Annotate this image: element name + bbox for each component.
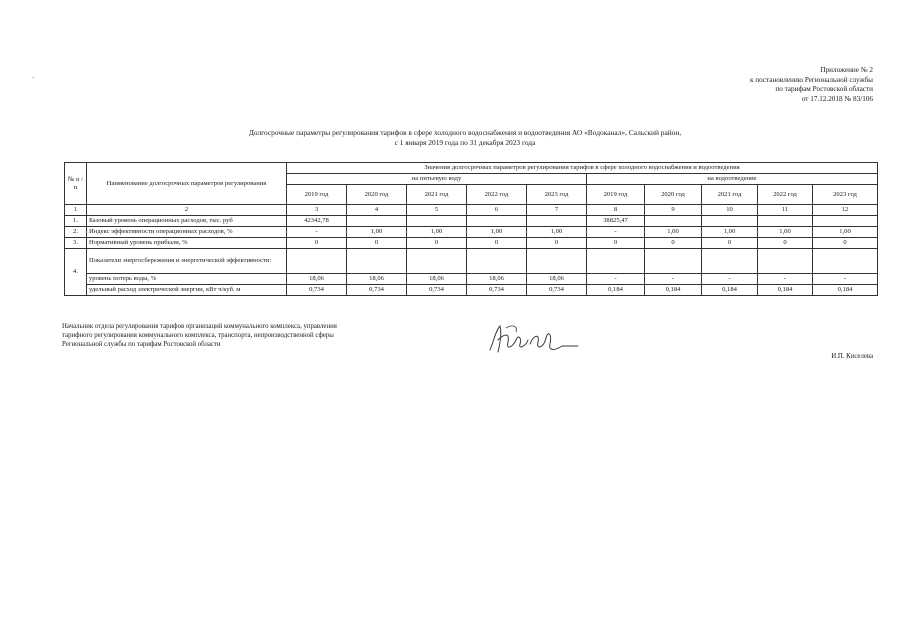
table-cell: 0 (758, 238, 813, 249)
column-index: 2 (87, 205, 287, 216)
appendix-line: от 17.12.2018 № 83/106 (801, 94, 873, 103)
table-cell: 0 (702, 238, 758, 249)
header-values-group: Значения долгосрочных параметров регулирования тарифов в сфере холодного водоснабжения и водоотведения (287, 163, 878, 174)
table-cell: - (587, 274, 645, 285)
table-cell (813, 249, 878, 274)
table-cell (587, 249, 645, 274)
signer-name: И.П. Киселева (831, 353, 873, 360)
title-line-1: Долгосрочные параметры регулирования тарифов в сфере холодного водоснабжения и водоотведения АО «Водоканал», Сальский район, (248, 128, 682, 137)
table-cell: 0 (407, 238, 467, 249)
column-index: 10 (702, 205, 758, 216)
table-cell: 18,06 (467, 274, 527, 285)
parameters-table (64, 162, 878, 296)
table-cell: - (813, 274, 878, 285)
appendix-reference (613, 66, 873, 104)
table-cell: 0 (587, 238, 645, 249)
header-year: 2021 год (702, 185, 758, 205)
margin-mark: - (32, 75, 34, 81)
table-cell: 42342,78 (287, 216, 347, 227)
table-cell: 0,734 (287, 285, 347, 296)
table-row (65, 227, 878, 238)
row-name: удельный расход электрической энергии, кВт ч/куб. м (87, 285, 287, 296)
table-cell: 38825,47 (587, 216, 645, 227)
row-number: 4. (65, 249, 87, 296)
document-title (150, 128, 780, 147)
table-row (65, 285, 878, 296)
table-row (65, 249, 878, 274)
header-year: 2019 год (287, 185, 347, 205)
header-year: 2023 год (527, 185, 587, 205)
row-name: Индекс эффективности операционных расходов, % (87, 227, 287, 238)
table-row (65, 274, 878, 285)
signer-position: Начальник отдела регулирования тарифов организаций коммунального комплекса, управления тарифного регулирования коммунального комплекса, транспорта, непроизводственной сферы Региональной службы по тарифам Ростовской области (62, 323, 337, 349)
column-index-row (65, 205, 878, 216)
table-cell: 18,06 (287, 274, 347, 285)
table-cell: 0,184 (813, 285, 878, 296)
column-index: 3 (287, 205, 347, 216)
table-cell (467, 216, 527, 227)
table-cell (287, 249, 347, 274)
table-cell (813, 216, 878, 227)
row-name: Базовый уровень операционных расходов, тыс. руб (87, 216, 287, 227)
table-cell (467, 249, 527, 274)
table-cell: 0 (287, 238, 347, 249)
table-cell: 1,00 (702, 227, 758, 238)
table-cell (527, 249, 587, 274)
column-index: 9 (645, 205, 702, 216)
header-year: 2021 год (407, 185, 467, 205)
header-year: 2019 год (587, 185, 645, 205)
row-name: Показатели энергосбережения и энергетической эффективности: (87, 249, 287, 274)
table-row (65, 216, 878, 227)
table-cell: 0,184 (702, 285, 758, 296)
table-cell: 0,734 (407, 285, 467, 296)
row-name: Нормативный уровень прибыли, % (87, 238, 287, 249)
table-cell: 1,00 (758, 227, 813, 238)
column-index: 12 (813, 205, 878, 216)
table-cell (347, 216, 407, 227)
appendix-line: к постановлению Региональной службы (749, 75, 873, 84)
appendix-line: по тарифам Ростовской области (775, 85, 873, 94)
table-cell: 0 (527, 238, 587, 249)
table-cell (758, 249, 813, 274)
row-number: 1. (65, 216, 87, 227)
table-cell (758, 216, 813, 227)
table-cell: 1,00 (813, 227, 878, 238)
table-cell: 0,734 (347, 285, 407, 296)
table-cell: 0,184 (645, 285, 702, 296)
table-cell (407, 249, 467, 274)
table-cell (645, 249, 702, 274)
table-cell: 18,06 (527, 274, 587, 285)
table-cell: 0,184 (758, 285, 813, 296)
table-cell: 1,00 (467, 227, 527, 238)
table-cell: - (587, 227, 645, 238)
table-cell: 0 (813, 238, 878, 249)
table-cell: 1,00 (645, 227, 702, 238)
appendix-line: Приложение № 2 (820, 66, 873, 74)
table-cell: 0 (347, 238, 407, 249)
table-cell (645, 216, 702, 227)
row-number: 3. (65, 238, 87, 249)
column-index: 1 (65, 205, 87, 216)
header-year: 2023 год (813, 185, 878, 205)
column-index: 7 (527, 205, 587, 216)
column-index: 11 (758, 205, 813, 216)
table-cell (347, 249, 407, 274)
column-index: 6 (467, 205, 527, 216)
table-cell: - (287, 227, 347, 238)
column-index: 8 (587, 205, 645, 216)
table-cell (407, 216, 467, 227)
table-cell: - (758, 274, 813, 285)
table-cell (702, 249, 758, 274)
header-year: 2020 год (645, 185, 702, 205)
table-cell: 18,06 (407, 274, 467, 285)
table-cell: 18,06 (347, 274, 407, 285)
row-name: уровень потерь воды, % (87, 274, 287, 285)
table-cell: 1,00 (407, 227, 467, 238)
table-cell: 0 (645, 238, 702, 249)
header-parameter-name: Наименование долгосрочных параметров регулирования (87, 163, 287, 205)
column-index: 4 (347, 205, 407, 216)
header-year: 2022 год (758, 185, 813, 205)
table-cell: - (645, 274, 702, 285)
table-row (65, 238, 878, 249)
header-drinking-water: на питьевую воду (287, 174, 587, 185)
table-cell: 1,00 (527, 227, 587, 238)
table-cell: 0,184 (587, 285, 645, 296)
table-cell: - (702, 274, 758, 285)
header-year: 2022 год (467, 185, 527, 205)
row-number: 2. (65, 227, 87, 238)
table-cell: 1,00 (347, 227, 407, 238)
title-line-2: с 1 января 2019 года по 31 декабря 2023 года (394, 137, 536, 147)
table-cell: 0,734 (467, 285, 527, 296)
table-cell: 0,734 (527, 285, 587, 296)
column-index: 5 (407, 205, 467, 216)
table-cell (702, 216, 758, 227)
table-cell (527, 216, 587, 227)
table-cell: 0 (467, 238, 527, 249)
header-number: № п /п (65, 163, 87, 205)
header-year: 2020 год (347, 185, 407, 205)
header-sewage: на водоотведение (587, 174, 878, 185)
handwritten-signature (486, 320, 582, 360)
